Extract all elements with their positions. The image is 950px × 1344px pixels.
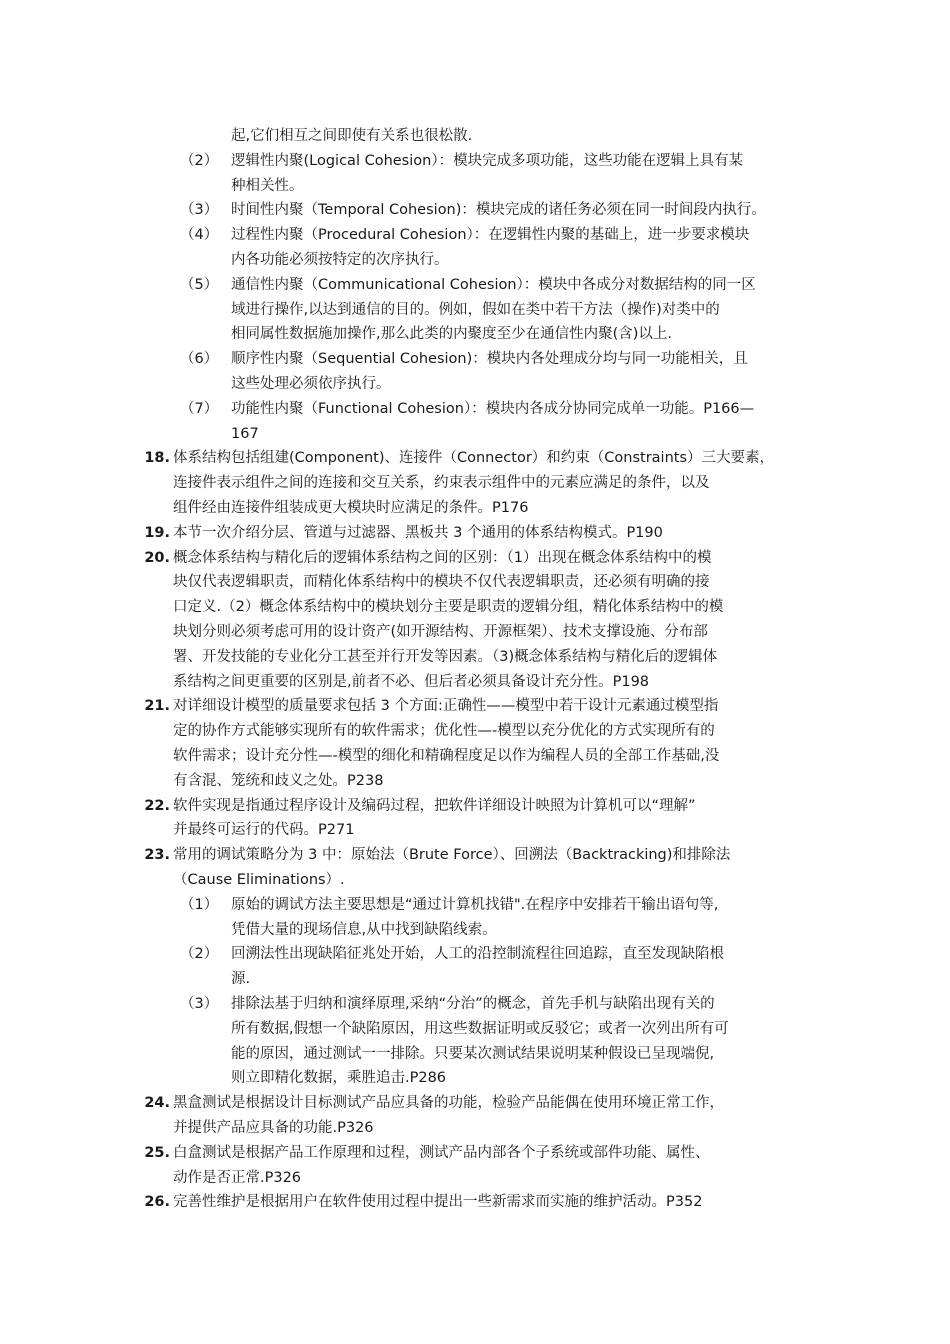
sub-item-text-line: 起,它们相互之间即使有关系也很松散.: [231, 128, 473, 144]
sub-item-number: （2）: [180, 946, 219, 963]
sub-item-text-line: 功能性内聚（Functional Cohesion）：模块内各成分协同完成单一功能。P166—: [231, 400, 755, 417]
sub-item-text-line: 通信性内聚（Communicational Cohesion）：模块中各成分对数据结构的同一区: [231, 276, 756, 293]
list-item-text-line: 系结构之间更重要的区别是,前者不必、但后者必须具备设计充分性。P198: [173, 673, 650, 690]
sub-item-number: （1）: [180, 896, 219, 913]
sub-item-text-line: 排除法基于归纳和演绎原理,采纳“分治”的概念，首先手机与缺陷出现有关的: [231, 996, 715, 1012]
list-item-number: 26.: [144, 1194, 170, 1211]
sub-item-text-line: 167: [231, 425, 259, 442]
list-item-text-line: 本节一次介绍分层、管道与过滤器、黑板共 3 个通用的体系结构模式。P190: [173, 524, 663, 541]
list-item-text-line: 白盒测试是根据产品工作原理和过程，测试产品内部各个子系统或部件功能、属性、: [173, 1144, 710, 1161]
sub-item-text-line: 种相关性。: [231, 177, 304, 194]
sub-item-text-line: 域进行操作,以达到通信的目的。例如，假如在类中若干方法（操作)对类中的: [231, 301, 720, 318]
list-item-text-line: 体系结构包括组建(Component)、连接件（Connector）和约束（Constraints）三大要素，: [173, 450, 775, 467]
list-item-text-line: 有含混、笼统和歧义之处。P238: [173, 772, 384, 789]
list-item-number: 25.: [144, 1144, 170, 1161]
sub-item-text-line: 逻辑性内聚(Logical Cohesion）：模块完成多项功能，这些功能在逻辑上具有某: [231, 152, 744, 169]
sub-item-number: （2）: [180, 152, 219, 169]
list-item-text-line: 黑盒测试是根据设计目标测试产品应具备的功能，检验产品能偶在使用环境正常工作，: [173, 1095, 724, 1112]
list-item-text-line: 署、开发技能的专业化分工甚至并行开发等因素。（3)概念体系结构与精化后的逻辑体: [173, 648, 718, 665]
sub-item-text-line: 能的原因，通过测试一一排除。只要某次测试结果说明某种假设已呈现端倪,: [231, 1045, 715, 1062]
sub-item-number: （3）: [180, 996, 219, 1012]
list-item-number: 18.: [144, 450, 170, 467]
list-item-text-line: 对详细设计模型的质量要求包括 3 个方面:正确性——模型中若干设计元素通过模型指: [173, 698, 719, 715]
sub-item-text-line: 回溯法性出现缺陷征兆处开始，人工的沿控制流程往回追踪，直至发现缺陷根: [231, 946, 724, 963]
list-item-text-line: 块仅代表逻辑职责，而精化体系结构中的模块不仅代表逻辑职责，还必须有明确的接: [173, 574, 710, 591]
list-item-text-line: （Cause Eliminations）.: [173, 872, 345, 888]
sub-item-text-line: 原始的调试方法主要思想是“通过计算机找错".在程序中安排若干输出语句等,: [231, 896, 719, 913]
sub-item-number: （7）: [180, 400, 219, 417]
list-item-text-line: 动作是否正常.P326: [173, 1169, 302, 1186]
sub-item-text-line: 顺序性内聚（Sequential Cohesion)：模块内各处理成分均与同一功能相关，且: [231, 351, 748, 368]
list-item-text-line: 组件经由连接件组装成更大模块时应满足的条件。P176: [173, 500, 529, 516]
sub-item-text-line: 则立即精化数据，乘胜追击.P286: [231, 1070, 447, 1087]
sub-item-text-line: 源.: [231, 971, 251, 988]
list-item-text-line: 定的协作方式能够实现所有的软件需求；优化性—-模型以充分优化的方式实现所有的: [173, 723, 715, 740]
list-item-text-line: 概念体系结构与精化后的逻辑体系结构之间的区别：（1）出现在概念体系结构中的模: [173, 549, 712, 566]
sub-item-number: （6）: [180, 351, 219, 368]
list-item-text-line: 连接件表示组件之间的连接和交互关系，约束表示组件中的元素应满足的条件，以及: [173, 475, 710, 492]
sub-item-text-line: 内各功能必须按特定的次序执行。: [231, 252, 449, 268]
list-item-text-line: 常用的调试策略分为 3 中：原始法（Brute Force）、回溯法（Backtracking)和排除法: [173, 847, 731, 864]
list-item-number: 24.: [144, 1095, 170, 1112]
list-item-text-line: 口定义.（2）概念体系结构中的模块划分主要是职责的逻辑分组，精化体系结构中的模: [173, 599, 724, 616]
sub-item-text-line: 时间性内聚（Temporal Cohesion)：模块完成的诸任务必须在同一时间段内执行。: [231, 202, 766, 219]
sub-item-number: （5）: [180, 276, 219, 293]
sub-item-text-line: 所有数据,假想一个缺陷原因，用这些数据证明或反驳它；或者一次列出所有可: [231, 1020, 729, 1037]
sub-item-number: （4）: [180, 227, 219, 244]
sub-item-text-line: 凭借大量的现场信息,从中找到缺陷线索。: [231, 921, 497, 938]
list-item-text-line: 并提供产品应具备的功能.P326: [173, 1120, 374, 1136]
list-item-number: 19.: [144, 524, 170, 541]
sub-item-text-line: 相同属性数据施加操作,那么此类的内聚度至少在通信性内聚(含)以上.: [231, 326, 673, 343]
list-item-text-line: 软件实现是指通过程序设计及编码过程，把软件详细设计映照为计算机可以“理解”: [173, 797, 696, 814]
list-item-text-line: 完善性维护是根据用户在软件使用过程中提出一些新需求而实施的维护活动。P352: [173, 1194, 703, 1211]
list-item-text-line: 块划分则必须考虑可用的设计资产(如开源结构、开源框架）、技术支撑设施、分布部: [173, 624, 708, 640]
sub-item-number: （3）: [180, 202, 219, 219]
list-item-text-line: 并最终可运行的代码。P271: [173, 822, 355, 839]
list-item-number: 20.: [144, 549, 170, 566]
list-item-text-line: 软件需求；设计充分性—-模型的细化和精确程度足以作为编程人员的全部工作基础,没: [173, 748, 720, 764]
list-item-number: 23.: [144, 847, 170, 864]
sub-item-text-line: 过程性内聚（Procedural Cohesion）：在逻辑性内聚的基础上，进一步要求模块: [231, 227, 750, 244]
sub-item-text-line: 这些处理必须依序执行。: [231, 376, 391, 392]
list-item-number: 21.: [144, 698, 170, 715]
list-item-number: 22.: [144, 797, 170, 814]
